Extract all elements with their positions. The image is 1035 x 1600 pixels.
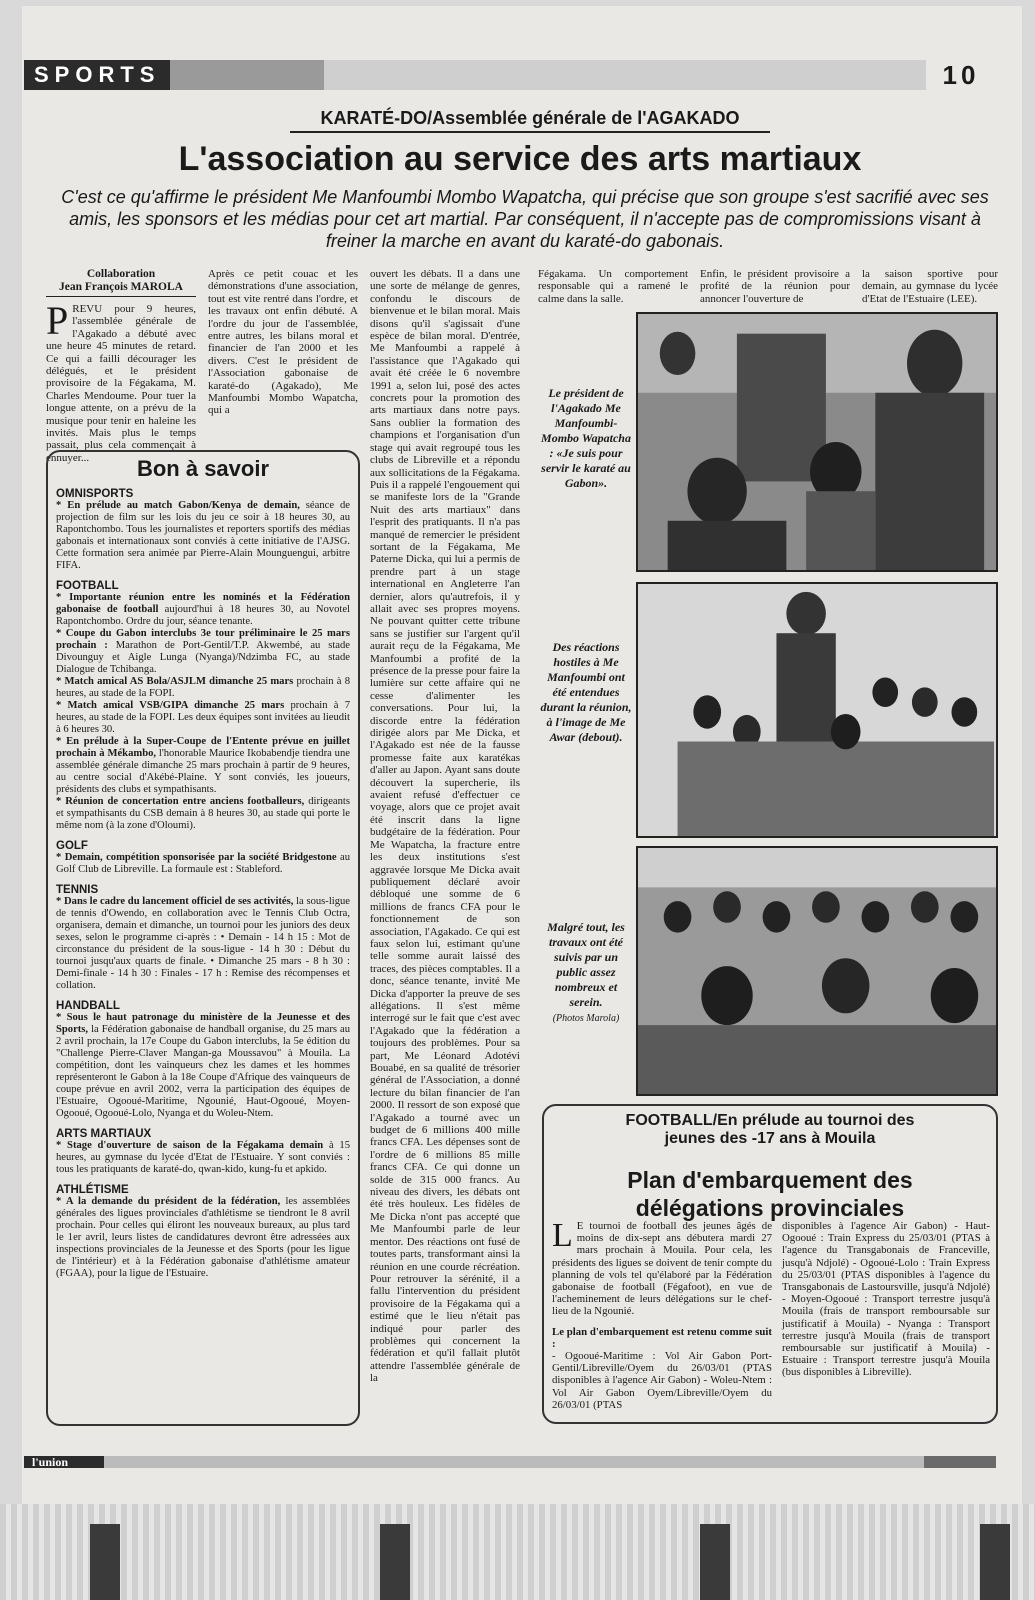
photo-president-caption: Le président de l'Agakado Me Manfoumbi-Mombo Wapatcha : «Je suis pour servir le karaté au Gabon».: [541, 386, 631, 490]
article-deck: C'est ce qu'affirme le président Me Manfoumbi Mombo Wapatcha, qui précise que son groupe s'est sacrifié avec ses amis, les sponsors et les médias pour cet art martial. Par conséquent, il n'accepte pas de compromissions visant à freiner la marche en avant du karaté-do gabonais.: [61, 187, 989, 251]
bon-a-savoir-item-lead: * Importante réunion entre les nominés et la Fédération gabonaise de football: [56, 592, 350, 615]
football-kicker: FOOTBALL/En prélude au tournoi des jeunes des -17 ans à Mouila: [625, 1112, 915, 1147]
bon-a-savoir-item-text: au Golf Club de Libreville. La formaule est : Stableford.: [56, 852, 350, 875]
page-number: 10: [926, 60, 996, 90]
bon-a-savoir-title: Bon à savoir: [136, 456, 270, 481]
bon-a-savoir-heading: HANDBALL: [56, 1000, 120, 1012]
football-title: Plan d'embarquement des délégations provinciales: [627, 1167, 913, 1221]
bon-a-savoir-item: [56, 676, 350, 700]
bon-a-savoir-item-lead: * Coupe du Gabon interclubs 3e tour préliminaire le 25 mars prochain :: [56, 628, 350, 651]
byline: [46, 268, 196, 297]
bon-a-savoir-item-lead: * En prélude au match Gabon/Kenya de demain,: [56, 500, 300, 511]
photo-reactions-caption: Des réactions hostiles à Me Manfoumbi ont été entendues durant la réunion, à l'image de Me Awar (debout).: [540, 640, 632, 744]
bon-a-savoir-item: [56, 500, 350, 572]
bon-a-savoir-item-text: l'honorable Maurice Ikobabendje tiendra une assemblée générale dimanche 25 mars prochain à partir de 9 heures, au centre social d'Akébé-Plaine. Y sont conviés, les joueurs, présidents des clubs et sympathisants.: [56, 748, 350, 795]
football-column-1: [552, 1217, 772, 1420]
article-column-6: la saison sportive pour demain, au gymnase du lycée d'Etat de l'Estuaire (LEE).: [862, 268, 998, 305]
bon-a-savoir-item-lead: * Match amical VSB/GIPA dimanche 25 mars: [56, 700, 285, 711]
bon-a-savoir-heading: FOOTBALL: [56, 580, 119, 592]
photo-hostile-reactions: [636, 582, 998, 838]
bon-a-savoir-heading: GOLF: [56, 840, 88, 852]
photo-audience-caption: [540, 920, 632, 1026]
football-plan-list-1: - Ogooué-Maritime : Vol Air Gabon Port-Gentil/Libreville/Oyem du 26/03/01 (PTAS disponibles à l'agence Air Gabon) - Woleu-Ntem : Vol Air Gabon Oyem/Libreville/Oyem du 26/03/01 (PTAS: [552, 1350, 772, 1411]
scan-background: [0, 1504, 1035, 1600]
bon-a-savoir-item: [56, 896, 350, 992]
bon-a-savoir-heading: ATHLÉTISME: [56, 1184, 129, 1196]
bon-a-savoir-item-text: à 15 heures, au gymnase du lycée d'Etat de l'Estuaire. Y sont conviés : tous les pratiquants de karaté-do, qwan-kido, kung-fu et apkido.: [56, 1140, 351, 1175]
bon-a-savoir-item-lead: * Demain, compétition sponsorisée par la société Bridgestone: [56, 852, 337, 863]
article-kicker: KARATÉ-DO/Assemblée générale de l'AGAKADO: [290, 108, 770, 133]
bon-a-savoir-item-lead: * Sous le haut patronage du ministère de la Jeunesse et des Sports,: [56, 1012, 350, 1035]
bon-a-savoir-item-text: les assemblées générales des ligues provinciales d'athlétisme se tiendront le 8 avril prochain. Pour celles qui éliront les nouveaux bureaux, au plus tard le 1er avril, leurs listes de candidatures devront être adressées aux inspections provinciales de la Jeunesse et des Sports (pour les ligue de l'intérieur) et à la Fédération gabonaise d'athlétisme amateur (FGAA), pour la ligue de l'Estuaire.: [56, 1196, 350, 1279]
bon-a-savoir-item: [56, 628, 350, 676]
bon-a-savoir-item: [56, 592, 350, 628]
bon-a-savoir-heading: ARTS MARTIAUX: [56, 1128, 152, 1140]
bon-a-savoir-item-lead: * Réunion de concertation entre anciens footballeurs,: [56, 796, 305, 807]
bon-a-savoir-item: [56, 796, 350, 832]
bon-a-savoir-item-text: la Fédération gabonaise de handball organise, du 25 mars au 2 avril prochain, la 17e Coupe du Gabon interclubs, la 5e édition du "Challenge Pierre-Claver Mangan-ga Moussavou" à Mouila. La compétition, dont les vainqueurs chez les dames et les hommes représenteront le Gabon à la 18e Coupe d'Afrique des vainqueurs de coupe prévue en avril 2002, verra la participation des équipes de l'Estuaire, Ogooué-Maritime, Ngounié, Haut-Ogooué, Moyen-Ogooué, Ogooué-Lolo, Nyanga et du Woleu-Ntem.: [56, 1024, 350, 1119]
bon-a-savoir-item-text: séance de projection de film sur les lois du jeu ce soir à 18 heures 30, au Rapontchombo. Tous les journalistes et reporters sportifs des médias gabonais et internationaux sont conviés à cette initiative de l'AJSG. Cette formation sera animée par Pierre-Alain Mounguengui, arbitre FIFA.: [56, 500, 350, 571]
article-column-2: Après ce petit couac et les démonstrations d'une association, tout est vite rentré dans l'ordre, et les travaux ont enfin débuté. A l'ordre du jour de l'assemblée, entre autres, les bilans moral et financier de l'an 2000 et les divers. C'est le président de l'Association gabonaise de karaté-do (Agakado), Me Manfoumbi Mombo Wapatcha, qui a: [208, 268, 358, 417]
football-column-2: disponibles à l'agence Air Gabon) - Haut-Ogooué : Train Express du 25/03/01 (PTAS à l'agence du Transgabonais de Franceville, jusqu'à Ndjolé) - Ogooué-Lolo : Train Express du 25/03/01 (PTAS disponibles à l'agence du Transgabonais de Lastoursville, jusqu'à Ndjolé) - Moyen-Ogooué : Transport terrestre jusqu'à Mouila (frais de transport remboursable sur justificatif à Mouila) - Nyanga : Transport terrestre jusqu'à Mouila (frais de transport remboursable sur justificatif à Mouila) - Estuaire : Transport terrestre jusqu'à Mouila (bus disponibles à Libreville).: [782, 1220, 990, 1379]
bon-a-savoir-item-text: prochain à 8 heures, au stade de la FOPI.: [56, 676, 350, 699]
bon-a-savoir-item-text: aujourd'hui à 18 heures 30, au Novotel Rapontchombo. Ordre du jour, séance tenante.: [56, 604, 350, 627]
bon-a-savoir-item-text: dirigeants et sympathisants du CSB demain à 8 heures 30, au stade qui porte le même nom (à la zone d'Oloumi).: [56, 796, 350, 831]
bon-a-savoir-item-lead: * Dans le cadre du lancement officiel de ses activités,: [56, 896, 294, 907]
photo-president-image: [638, 314, 996, 570]
byline-name: Jean François MAROLA: [59, 281, 183, 293]
bon-a-savoir-item: [56, 852, 350, 876]
photo-president-speaking: [636, 312, 998, 572]
bon-a-savoir-item: [56, 1012, 350, 1120]
bon-a-savoir-heading: OMNISPORTS: [56, 488, 134, 500]
bon-a-savoir-heading: TENNIS: [56, 884, 99, 896]
bon-a-savoir-item-text: Marathon de Port-Gentil/T.P. Akwembé, au stade Divounguy et Aigle Lunga (Nyanga)/Ndzimba FC, au stade Dialogue de Tchibanga.: [56, 640, 350, 675]
bon-a-savoir-item-text: la sous-ligue de tennis d'Owendo, en collaboration avec le Tennis Club Octra, organisera, demain et dimanche, un tournoi pour les juniors des deux sexes, selon le programme ci-après : • Demain - 14 h 15 : Mot de circonstance du président de la sous-ligue - 14 h 30 : Début du tournoi jusqu'aux quarts de finale. • Dimanche 25 mars - 8 h 30 : Demi-finale - 14 h 30 : Finales - 17 h : Remise des récompenses et collation.: [56, 896, 350, 991]
bon-a-savoir-item-lead: * Stage d'ouverture de saison de la Fégakama demain: [56, 1140, 324, 1151]
football-plan-heading: Le plan d'embarquement est retenu comme suit :: [552, 1325, 772, 1350]
article-column-5: Enfin, le président provisoire a profité de la réunion pour annoncer l'ouverture de: [700, 268, 850, 305]
masthead: l'union: [32, 1454, 69, 1469]
football-intro: E tournoi de football des jeunes âgés de moins de dix-sept ans débutera mardi 27 mars prochain à Mouila. Pour cela, les présidents des ligues se doivent de tenir compte du planning de vols tel qu'élaboré par la Fédération gabonaise de football (Fégafoot), en vue de l'acheminement de leurs délégations sur le chef-lieu de la Ngounié.: [552, 1220, 772, 1318]
photo-audience-image: [638, 848, 996, 1094]
article-text: REVU pour 9 heures, l'assemblée générale de l'Agakado a débuté avec une heure 45 minutes de retard. Ce qui a failli décourager les délégués, et le président provisoire de la Fégakama, M. Charles Mendoume. Pour tuer la longue attente, on a prévu de la musique pour tenir en haleine les invités. Mais plus le temps passait, plus cela commençait à ennuyer...: [46, 303, 196, 464]
bon-a-savoir-box: [46, 450, 360, 1426]
drop-cap: P: [46, 298, 69, 343]
section-header-bar: [24, 60, 996, 90]
bon-a-savoir-item-lead: * Match amical AS Bola/ASJLM dimanche 25 mars: [56, 676, 294, 687]
bon-a-savoir-item-lead: * A la demande du président de la fédération,: [56, 1196, 281, 1207]
football-box: [542, 1104, 998, 1424]
bon-a-savoir-item: [56, 1140, 350, 1176]
bon-a-savoir-item: [56, 700, 350, 736]
article-column-1: [46, 268, 196, 464]
footer-bar: [24, 1456, 996, 1468]
article-headline: L'association au service des arts martiaux: [178, 140, 862, 178]
bon-a-savoir-body: [56, 488, 350, 1420]
bon-a-savoir-item: [56, 736, 350, 796]
bon-a-savoir-item-text: prochain à 7 heures, au stade de la FOPI. Les deux équipes sont invitées au lieudit à 6 heures 30.: [56, 700, 350, 735]
article-column-4: Fégakama. Un comportement responsable qui a ramené le calme dans la salle.: [538, 268, 688, 305]
section-name: SPORTS: [24, 60, 170, 90]
bon-a-savoir-item: [56, 1196, 350, 1280]
football-drop-cap: L: [552, 1217, 573, 1254]
photo-audience: [636, 846, 998, 1096]
byline-label: Collaboration: [86, 268, 156, 280]
photo-audience-caption-text: Malgré tout, les travaux ont été suivis par un public assez nombreux et serein.: [547, 920, 625, 1009]
article-column-3: ouvert les débats. Il a dans une une sorte de mélange de genres, confondu le discours de bienvenue et le bilan moral. Mais disons qu'il s'agissait d'une espèce de bilan moral. D'entrée, Me Manfoumbi a rappelé à l'assistance que l'Agakado qui avait été créée le 6 novembre 1991 a, selon lui, posé des actes concrets pour la promotion des arts martiaux dans notre pays. Sans oublier la formation des champions et l'organisation d'un stage qui avait regroupé tous les clubs de Libreville et a répondu aux sollicitations de la Fégakama. Puis il a rappelé l'engouement qui se manifeste lors de la "Grande Nuit des arts martiaux" dans l'esprit des pratiquants. Il n'a pas manqué de remercier le président sortant de la Fégakama, Me Paterne Dicka, qui lui a permis de prendre part à un stage international en Angleterre l'an dernier, alors qu'autrefois, il y allait avec ses propres moyens. Ne pouvant quitter cette tribune sans se justifier sur l'argent qu'il aurait reçu de la Fégakama, Me Manfoumbi a profité de la présence de la presse pour faire la lumière sur cette affaire qui ne cesse d'alimenter les conversations. Pour lui, la discorde entre la fédération dirigée alors par Me Dicka, et l'Agakado est née de la fausse promesse faite aux karatékas d'aller au Japon. Ayant sans doute découvert la supercherie, ils avaient refusé d'effectuer ce voyage, alors que ce projet avait été inscrit dans la ligne budgétaire de la fédération. Pour Me Wapatcha, la fracture entre les deux institutions s'est aggravée lorsque Me Dicka avait publiquement déclaré avoir débloqué une somme de 6 millions de francs CFA pour le fonctionnement de son association, l'Agakado. Ce qui est faux selon lui, estimant qu'une telle somme aurait laissé des traces, des pièces comptables. Il a donc, séance tenante, invité Me Dicka d'apporter la preuve de ses allégations. Il s'est même interrogé sur le fait que c'est avec l'Agakado que la fédération a toujours des problèmes. Pour sa part, Me Léonard Adotévi Bouabé, en sa qualité de trésorier général de l'Association, a donné lecture du bilan financier de l'an 2000. Il ressort de son exposé que l'Agakado a tourné avec un budget de 6 millions 400 mille francs CFA. Les dépenses sont de l'ordre de 6 millions 85 mille francs CFA. Ce qui donne un solde de 315 000 francs. Au niveau des divers, les débats ont été très houleux. Les fidèles de Me Dicka n'ont pas accepté que Me Manfoumbi parle de leur mentor. Des réactions ont fusé de toutes parts, transformant ainsi la réunion en une courde récréation. Pour retrouver la sérénité, il a fallu l'intervention du président provisoire de la Fégakama qui a estimé que le lieu n'était pas indiqué pour parler des problèmes qui concernent la fédération et qu'il fallait plutôt attendre l'assemblée générale de la: [370, 268, 520, 1385]
bon-a-savoir-item-lead: * En prélude à la Super-Coupe de l'Entente prévue en juillet prochain à Mékambo,: [56, 736, 350, 759]
photo-reactions-image: [638, 584, 996, 836]
photo-credit: (Photos Marola): [552, 1013, 620, 1024]
